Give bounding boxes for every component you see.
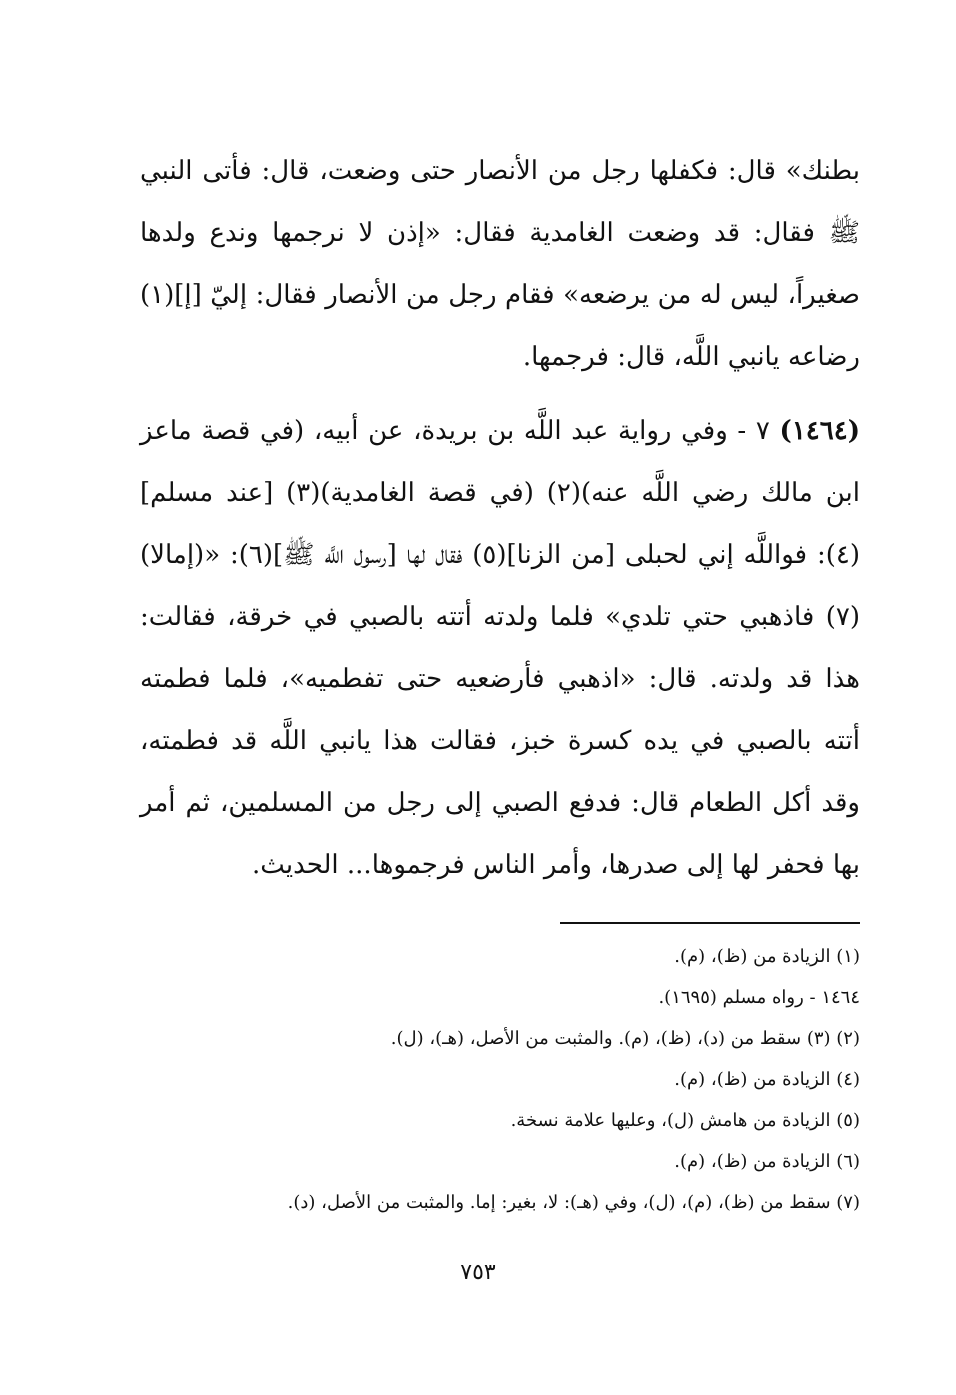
- footnote-6: (٦) الزيادة من (ظ)، (م).: [674, 1151, 860, 1172]
- footnote-divider: [560, 922, 860, 924]
- footnote-source: ١٤٦٤ - رواه مسلم (١٦٩٥).: [658, 987, 860, 1008]
- footnote-7: (٧) سقط من (ظ)، (م)، (ل)، وفي (هـ): لا، بغير: إما. والمثبت من الأصل، (د).: [287, 1192, 860, 1213]
- footnotes: [140, 936, 860, 1223]
- paragraph-hadith-1464: [140, 400, 860, 896]
- footnote-4: (٤) الزيادة من (ظ)، (م).: [674, 1069, 860, 1090]
- main-text: [140, 140, 860, 896]
- footnote-2-3: (٢) (٣) سقط من (د)، (ظ)، (م). والمثبت من الأصل، (هـ)، (ل).: [390, 1028, 860, 1049]
- page-number: ٧٥٣: [460, 1260, 496, 1285]
- page-content: [140, 140, 860, 1223]
- footnote-5: (٥) الزيادة من هامش (ل)، وعليها علامة نسخة.: [510, 1110, 860, 1131]
- paragraph-continuation: بطنك» قال: فكفلها رجل من الأنصار حتى وضعت، قال: فأتى النبي ﷺ فقال: قد وضعت الغامدية فقال: «إذن لا نرجمها وندع ولدها صغيراً، ليس له من يرضعه» فقام رجل من الأنصار فقال: إليّ [إ](١) رضاعه يانبي اللَّه، قال: فرجمها.: [140, 156, 860, 372]
- hadith-number: (١٤٦٤): [779, 416, 860, 446]
- hadith-text: ٧ - وفي رواية عبد اللَّه بن بريدة، عن أبيه، (في قصة ماعز ابن مالك رضي اللَّه عنه)(٢) (في قصة الغامدية)(٣) [عند مسلم](٤): فواللَّه إني لحبلى [من الزنا](٥) فقال لها [رسول اللَّه ﷺ](٦): «(إمالا)(٧) فاذهبي حتي تلدي» فلما ولدته أتته بالصبي في خرقة، فقالت: هذا قد ولدته. قال: «اذهبي فأرضعيه حتى تفطميه»، فلما فطمته أتته بالصبي في يده كسرة خبز، فقالت هذا يانبي اللَّه قد فطمته، وقد أكل الطعام قال: فدفع الصبي إلى رجل من المسلمين، ثم أمر بها فحفر لها إلى صدرها، وأمر الناس فرجموها... الحديث.: [140, 416, 861, 880]
- footnote-1: (١) الزيادة من (ظ)، (م).: [674, 946, 860, 967]
